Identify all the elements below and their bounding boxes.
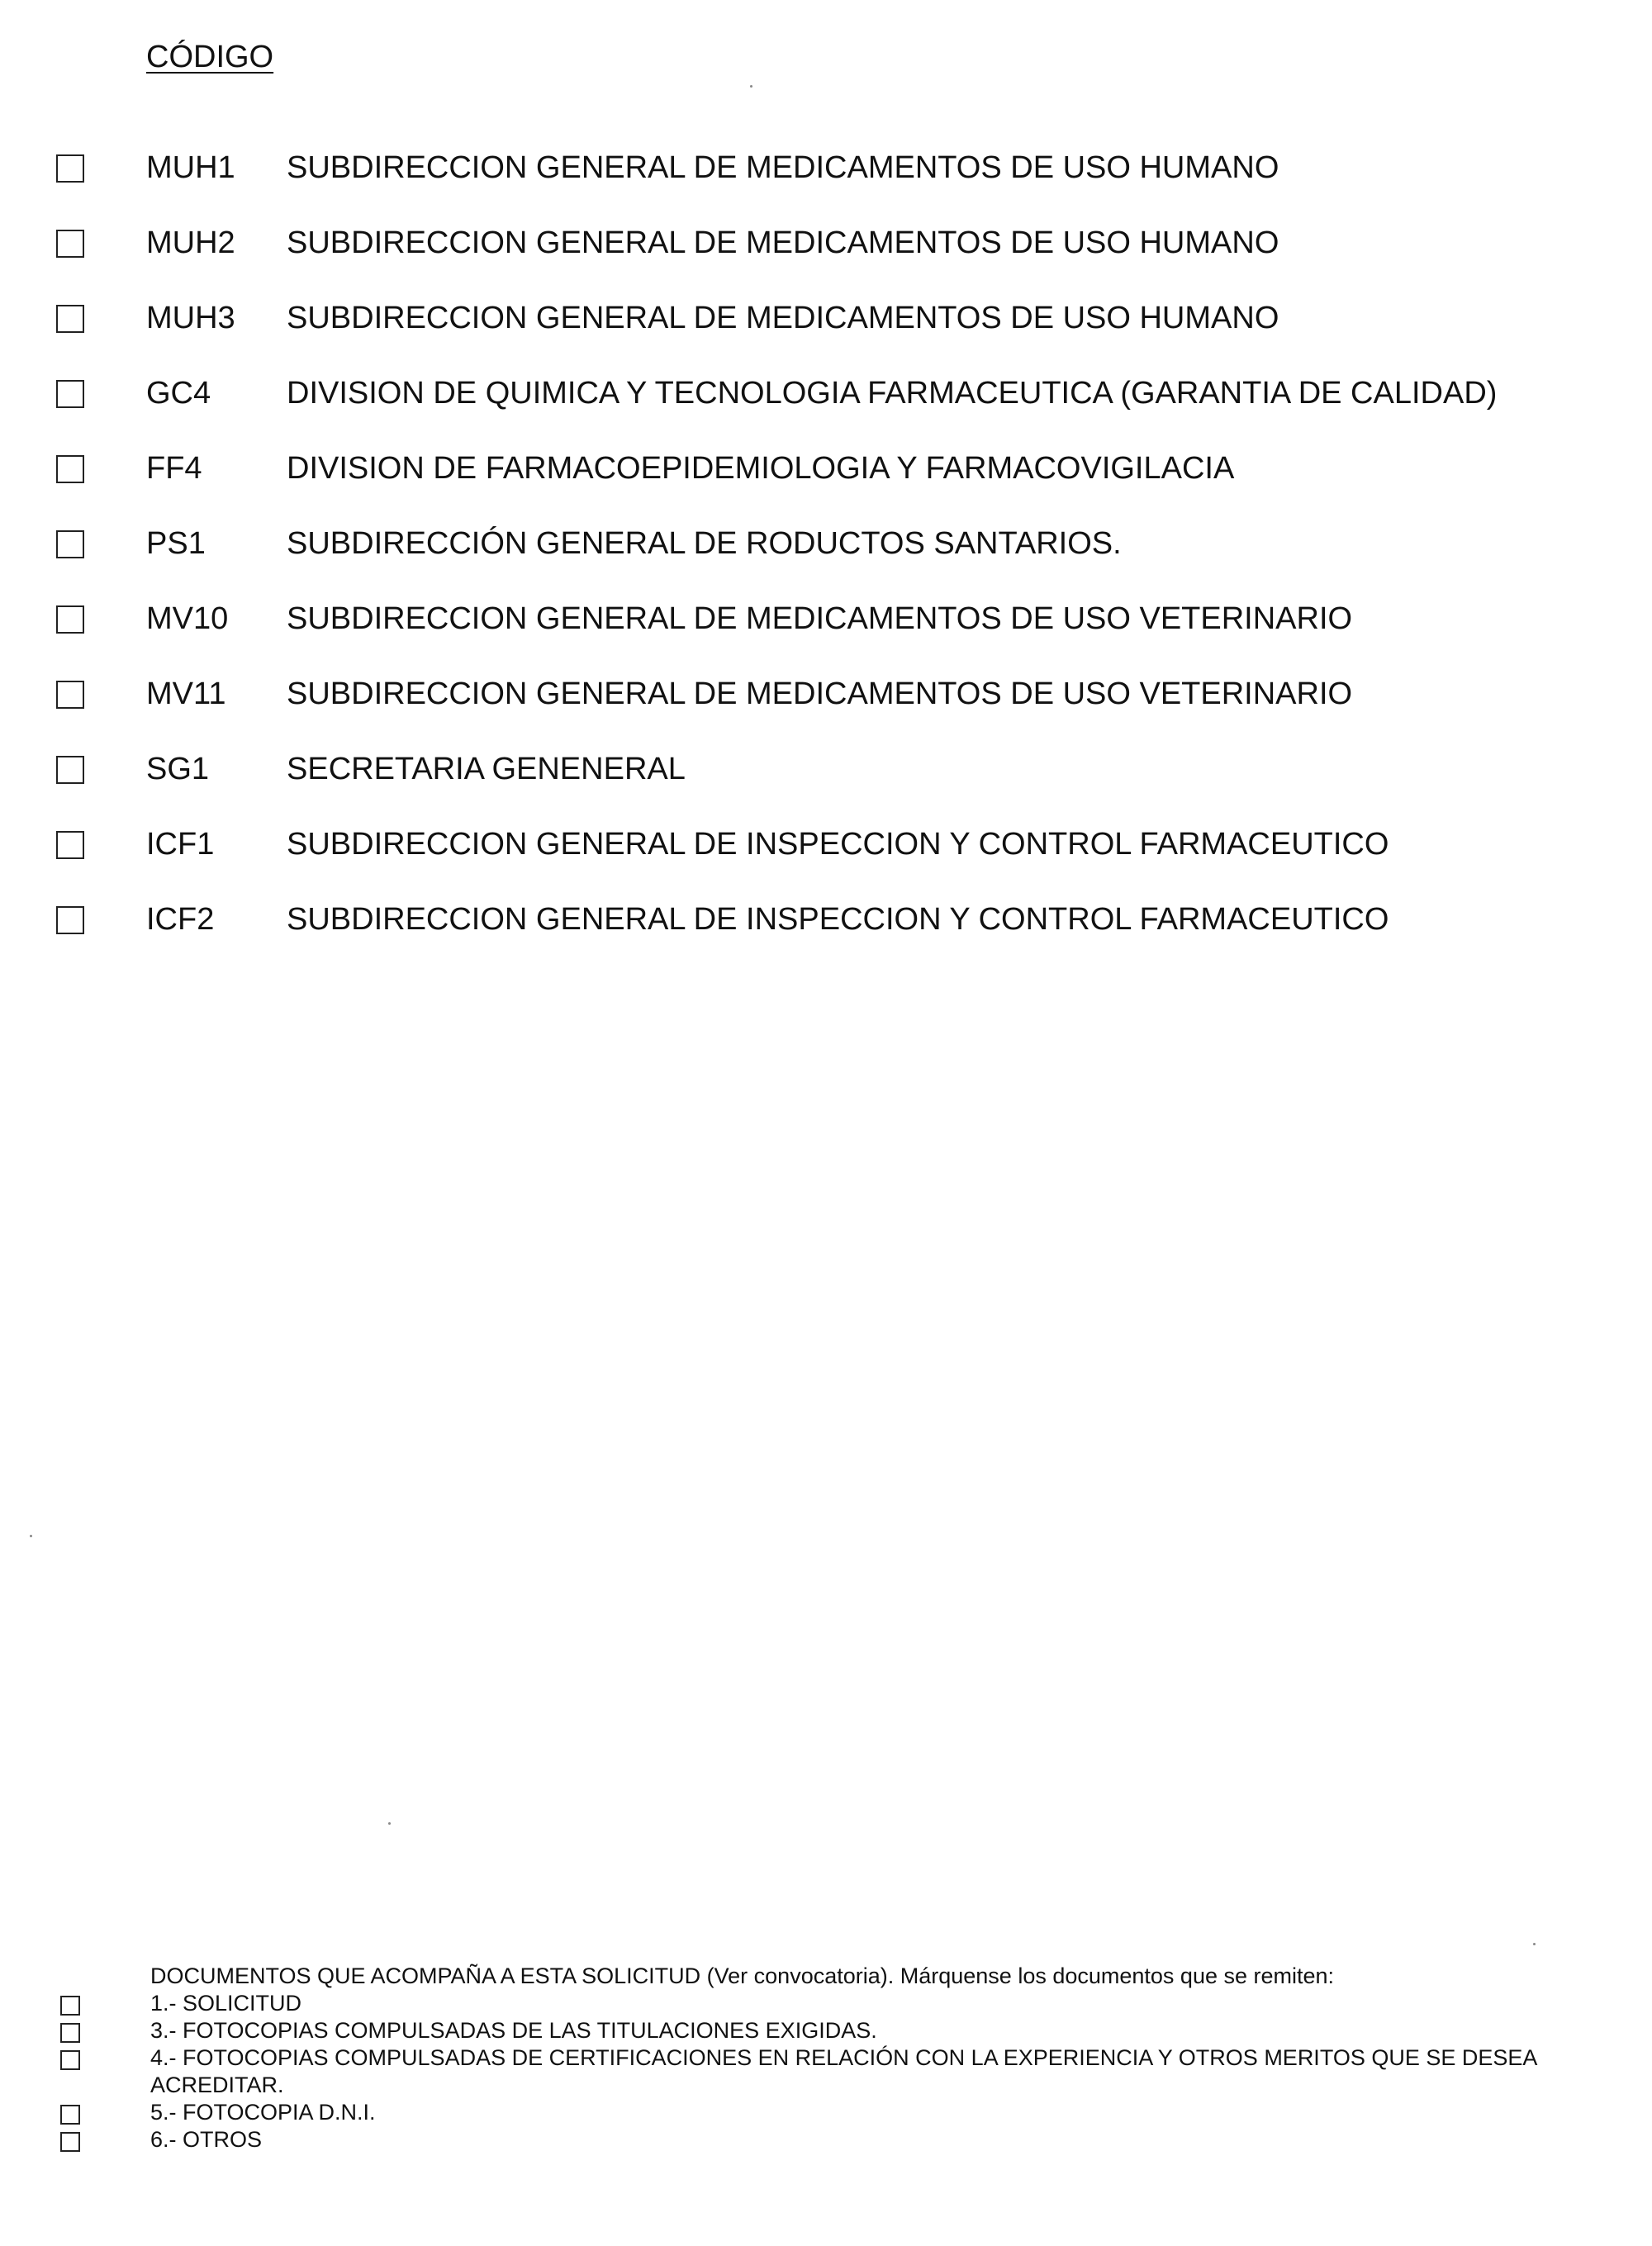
- checkbox-mv10[interactable]: [56, 605, 84, 634]
- checkbox-muh3[interactable]: [56, 305, 84, 333]
- scan-speck: [388, 1822, 391, 1825]
- scan-speck: [30, 1535, 32, 1537]
- code-label: PS1: [146, 526, 206, 561]
- code-description: SUBDIRECCION GENERAL DE MEDICAMENTOS DE USO VETERINARIO: [287, 677, 1353, 711]
- code-description: SECRETARIA GENENERAL: [287, 752, 686, 786]
- code-row-icf1: [0, 821, 1652, 896]
- checkbox-gc4[interactable]: [56, 380, 84, 408]
- checkbox-doc-dni[interactable]: [60, 2105, 80, 2125]
- doc-item-label: 3.- FOTOCOPIAS COMPULSADAS DE LAS TITULACIONES EXIGIDAS.: [150, 2018, 877, 2043]
- code-description: SUBDIRECCION GENERAL DE INSPECCION Y CONTROL FARMACEUTICO: [287, 827, 1389, 862]
- code-row-muh1: [0, 145, 1652, 220]
- code-list: [0, 145, 1652, 971]
- code-row-sg1: [0, 746, 1652, 821]
- code-description: DIVISION DE FARMACOEPIDEMIOLOGIA Y FARMACOVIGILACIA: [287, 451, 1235, 486]
- code-label: MUH1: [146, 150, 235, 185]
- checkbox-doc-titulaciones[interactable]: [60, 2023, 80, 2043]
- checkbox-ff4[interactable]: [56, 455, 84, 483]
- scan-speck: [1533, 1943, 1536, 1945]
- code-description: SUBDIRECCION GENERAL DE MEDICAMENTOS DE USO VETERINARIO: [287, 601, 1353, 636]
- code-label: FF4: [146, 451, 202, 486]
- code-label: MV11: [146, 677, 226, 711]
- code-label: GC4: [146, 376, 211, 411]
- checkbox-doc-solicitud[interactable]: [60, 1996, 80, 2016]
- doc-item-label: 6.- OTROS: [150, 2127, 263, 2152]
- code-description: SUBDIRECCION GENERAL DE MEDICAMENTOS DE USO HUMANO: [287, 150, 1279, 185]
- checkbox-icf1[interactable]: [56, 831, 84, 859]
- code-row-ps1: [0, 520, 1652, 596]
- doc-item-label: 5.- FOTOCOPIA D.N.I.: [150, 2100, 376, 2125]
- checkbox-doc-otros[interactable]: [60, 2132, 80, 2152]
- code-row-icf2: [0, 896, 1652, 971]
- code-row-ff4: [0, 445, 1652, 520]
- checkbox-doc-certificaciones[interactable]: [60, 2050, 80, 2070]
- code-label: MV10: [146, 601, 229, 636]
- code-label: ICF2: [146, 902, 215, 937]
- code-description: SUBDIRECCION GENERAL DE MEDICAMENTOS DE USO HUMANO: [287, 301, 1279, 335]
- code-label: MUH2: [146, 226, 235, 260]
- code-label: SG1: [146, 752, 210, 786]
- code-row-muh3: [0, 295, 1652, 370]
- doc-item-label: 1.- SOLICITUD: [150, 1991, 302, 2016]
- codigo-header: CÓDIGO: [146, 40, 274, 74]
- checkbox-mv11[interactable]: [56, 681, 84, 709]
- code-description: SUBDIRECCIÓN GENERAL DE RODUCTOS SANTARIOS.: [287, 526, 1122, 561]
- checkbox-muh2[interactable]: [56, 230, 84, 258]
- checkbox-icf2[interactable]: [56, 906, 84, 934]
- code-label: ICF1: [146, 827, 215, 862]
- code-row-muh2: [0, 220, 1652, 295]
- documents-intro: DOCUMENTOS QUE ACOMPAÑA A ESTA SOLICITUD (Ver convocatoria). Márquense los documentos que se remiten:: [150, 1963, 1335, 1988]
- code-label: MUH3: [146, 301, 235, 335]
- scan-speck: [750, 85, 752, 88]
- checkbox-sg1[interactable]: [56, 756, 84, 784]
- code-row-mv11: [0, 671, 1652, 746]
- checkbox-ps1[interactable]: [56, 530, 84, 558]
- code-description: SUBDIRECCION GENERAL DE MEDICAMENTOS DE USO HUMANO: [287, 226, 1279, 260]
- checkbox-muh1[interactable]: [56, 154, 84, 183]
- code-row-gc4: [0, 370, 1652, 445]
- doc-item-label: 4.- FOTOCOPIAS COMPULSADAS DE CERTIFICACIONES EN RELACIÓN CON LA EXPERIENCIA Y OTROS MERITOS QUE SE DESEA ACREDITAR.: [150, 2045, 1536, 2097]
- code-description: DIVISION DE QUIMICA Y TECNOLOGIA FARMACEUTICA (GARANTIA DE CALIDAD): [287, 376, 1498, 411]
- code-description: SUBDIRECCION GENERAL DE INSPECCION Y CONTROL FARMACEUTICO: [287, 902, 1389, 937]
- code-row-mv10: [0, 596, 1652, 671]
